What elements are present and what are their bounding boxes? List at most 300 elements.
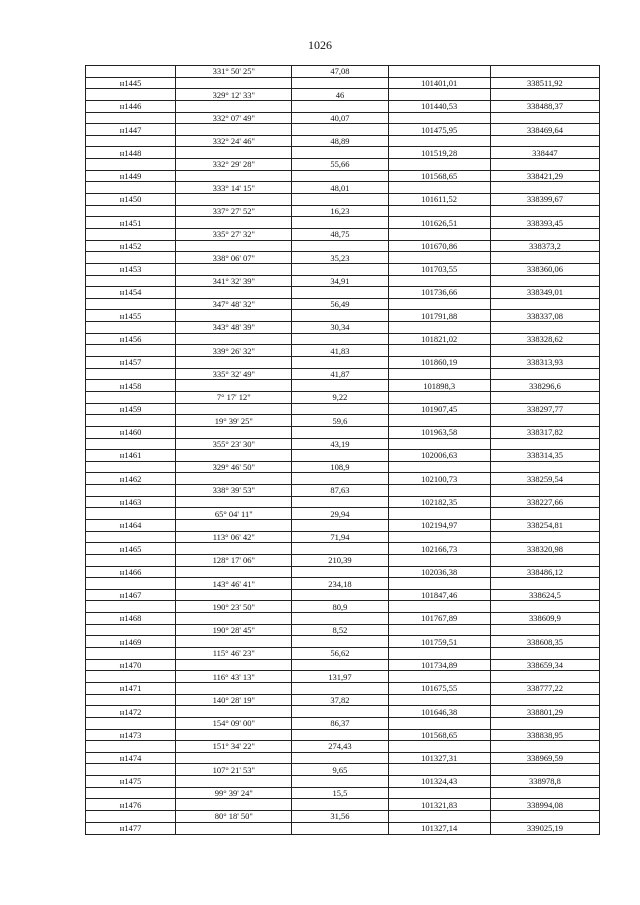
empty-cell [176,263,292,275]
empty-cell [292,403,388,415]
point-y-cell: 338296,6 [490,380,599,392]
segment-row [86,112,600,124]
segment-angle-cell: 333° 14' 15" [176,182,292,194]
empty-cell [490,275,599,287]
point-x-cell: 102194,97 [388,519,490,531]
point-name-cell: н1450 [86,194,176,206]
empty-cell [388,252,490,264]
segment-angle-cell: 113° 06' 42" [176,531,292,543]
empty-cell [176,729,292,741]
segment-row [86,787,600,799]
segment-length-cell: 15,5 [292,787,388,799]
empty-cell [176,450,292,462]
segment-angle-cell: 332° 24' 46" [176,135,292,147]
segment-row [86,764,600,776]
empty-cell [292,682,388,694]
segment-length-cell: 59,6 [292,415,388,427]
point-x-cell: 101519,28 [388,147,490,159]
empty-cell [388,764,490,776]
point-row [86,799,600,811]
empty-cell [176,776,292,788]
segment-row [86,648,600,660]
segment-length-cell: 87,63 [292,485,388,497]
segment-angle-cell: 343° 48' 39" [176,322,292,334]
segment-row [86,741,600,753]
segment-row [86,508,600,520]
empty-cell [292,566,388,578]
segment-angle-cell: 329° 46' 50" [176,461,292,473]
point-row [86,589,600,601]
point-y-cell: 338447 [490,147,599,159]
segment-row [86,275,600,287]
segment-row [86,578,600,590]
point-name-cell: н1468 [86,613,176,625]
point-y-cell: 338254,81 [490,519,599,531]
segment-length-cell: 30,34 [292,322,388,334]
empty-cell [388,66,490,78]
point-row [86,566,600,578]
point-x-cell: 101327,31 [388,752,490,764]
segment-row [86,159,600,171]
segment-angle-cell: 337° 27' 52" [176,205,292,217]
point-name-cell: н1446 [86,100,176,112]
segment-length-cell: 56,62 [292,648,388,660]
point-y-cell: 338659,34 [490,659,599,671]
point-name-cell: н1457 [86,357,176,369]
segment-angle-cell: 190° 28' 45" [176,624,292,636]
point-name-cell: н1466 [86,566,176,578]
point-y-cell: 338297,77 [490,403,599,415]
segment-length-cell: 71,94 [292,531,388,543]
empty-cell [388,205,490,217]
segment-row [86,438,600,450]
empty-cell [490,694,599,706]
segment-length-cell: 56,49 [292,298,388,310]
empty-cell [292,77,388,89]
empty-cell [292,659,388,671]
segment-angle-cell: 338° 06' 07" [176,252,292,264]
empty-cell [490,182,599,194]
empty-cell [490,624,599,636]
segment-angle-cell: 80° 18' 50" [176,811,292,823]
empty-cell [388,694,490,706]
segment-row [86,531,600,543]
point-row [86,310,600,322]
point-y-cell: 338399,67 [490,194,599,206]
segment-length-cell: 131,97 [292,671,388,683]
empty-cell [388,112,490,124]
empty-cell [86,159,176,171]
empty-cell [490,461,599,473]
point-y-cell: 338969,59 [490,752,599,764]
empty-cell [86,89,176,101]
point-name-cell: н1459 [86,403,176,415]
empty-cell [176,752,292,764]
point-row [86,217,600,229]
segment-row [86,391,600,403]
empty-cell [490,508,599,520]
segment-length-cell: 29,94 [292,508,388,520]
point-x-cell: 101759,51 [388,636,490,648]
point-name-cell: н1471 [86,682,176,694]
empty-cell [388,671,490,683]
point-y-cell: 338801,29 [490,706,599,718]
empty-cell [86,205,176,217]
segment-row [86,322,600,334]
segment-angle-cell: 331° 50' 25" [176,66,292,78]
point-row [86,543,600,555]
point-name-cell: н1448 [86,147,176,159]
empty-cell [86,298,176,310]
empty-cell [388,508,490,520]
point-name-cell: н1461 [86,450,176,462]
point-row [86,77,600,89]
point-name-cell: н1451 [86,217,176,229]
empty-cell [86,694,176,706]
point-x-cell: 101324,43 [388,776,490,788]
point-x-cell: 101568,65 [388,170,490,182]
empty-cell [86,648,176,660]
empty-cell [86,741,176,753]
empty-cell [388,485,490,497]
point-name-cell: н1460 [86,426,176,438]
segment-length-cell: 41,87 [292,368,388,380]
segment-length-cell: 108,9 [292,461,388,473]
empty-cell [388,741,490,753]
point-name-cell: н1464 [86,519,176,531]
empty-cell [86,66,176,78]
empty-cell [388,298,490,310]
empty-cell [490,578,599,590]
point-x-cell: 102036,38 [388,566,490,578]
point-y-cell: 338317,82 [490,426,599,438]
point-row [86,333,600,345]
segment-row [86,228,600,240]
point-x-cell: 101475,95 [388,124,490,136]
segment-length-cell: 46 [292,89,388,101]
empty-cell [292,240,388,252]
point-row [86,380,600,392]
point-x-cell: 101791,88 [388,310,490,322]
segment-length-cell: 48,75 [292,228,388,240]
empty-cell [490,66,599,78]
empty-cell [176,217,292,229]
point-y-cell: 338838,95 [490,729,599,741]
point-name-cell: н1475 [86,776,176,788]
empty-cell [86,415,176,427]
segment-length-cell: 40,07 [292,112,388,124]
empty-cell [490,252,599,264]
empty-cell [292,822,388,834]
empty-cell [292,589,388,601]
point-row [86,240,600,252]
segment-angle-cell: 151° 34' 22" [176,741,292,753]
empty-cell [176,613,292,625]
empty-cell [176,124,292,136]
empty-cell [292,496,388,508]
point-row [86,426,600,438]
segment-angle-cell: 140° 28' 19" [176,694,292,706]
empty-cell [388,787,490,799]
empty-cell [388,554,490,566]
point-name-cell: н1453 [86,263,176,275]
point-x-cell: 101736,66 [388,287,490,299]
empty-cell [176,519,292,531]
empty-cell [292,310,388,322]
empty-cell [292,263,388,275]
empty-cell [388,601,490,613]
point-name-cell: н1474 [86,752,176,764]
segment-angle-cell: 128° 17' 06" [176,554,292,566]
empty-cell [292,170,388,182]
coordinates-table [85,65,600,835]
segment-row [86,252,600,264]
point-y-cell: 338488,37 [490,100,599,112]
empty-cell [176,426,292,438]
point-name-cell: н1454 [86,287,176,299]
point-name-cell: н1467 [86,589,176,601]
segment-length-cell: 16,23 [292,205,388,217]
empty-cell [490,205,599,217]
point-x-cell: 101907,45 [388,403,490,415]
point-x-cell: 101646,38 [388,706,490,718]
empty-cell [86,624,176,636]
point-row [86,519,600,531]
segment-length-cell: 34,91 [292,275,388,287]
empty-cell [490,391,599,403]
empty-cell [490,554,599,566]
point-x-cell: 101734,89 [388,659,490,671]
point-name-cell: н1449 [86,170,176,182]
segment-length-cell: 86,37 [292,717,388,729]
empty-cell [292,636,388,648]
point-y-cell: 338994,08 [490,799,599,811]
point-name-cell: н1462 [86,473,176,485]
empty-cell [176,706,292,718]
empty-cell [490,159,599,171]
empty-cell [86,391,176,403]
point-x-cell: 102182,35 [388,496,490,508]
point-y-cell: 338393,45 [490,217,599,229]
point-row [86,263,600,275]
point-row [86,124,600,136]
point-x-cell: 101675,55 [388,682,490,694]
empty-cell [86,438,176,450]
segment-length-cell: 9,65 [292,764,388,776]
point-x-cell: 101898,3 [388,380,490,392]
empty-cell [86,554,176,566]
segment-length-cell: 274,43 [292,741,388,753]
empty-cell [388,159,490,171]
point-name-cell: н1458 [86,380,176,392]
point-row [86,776,600,788]
empty-cell [490,415,599,427]
segment-row [86,461,600,473]
point-x-cell: 101703,55 [388,263,490,275]
empty-cell [176,636,292,648]
point-x-cell: 101963,58 [388,426,490,438]
segment-angle-cell: 332° 29' 28" [176,159,292,171]
point-row [86,147,600,159]
segment-length-cell: 210,39 [292,554,388,566]
point-name-cell: н1445 [86,77,176,89]
point-x-cell: 102166,73 [388,543,490,555]
empty-cell [176,403,292,415]
empty-cell [490,368,599,380]
point-x-cell: 102100,73 [388,473,490,485]
segment-length-cell: 35,23 [292,252,388,264]
empty-cell [176,194,292,206]
empty-cell [176,380,292,392]
segment-length-cell: 31,56 [292,811,388,823]
point-x-cell: 101767,89 [388,613,490,625]
empty-cell [292,450,388,462]
empty-cell [490,648,599,660]
point-row [86,403,600,415]
empty-cell [86,461,176,473]
empty-cell [490,741,599,753]
segment-row [86,554,600,566]
point-x-cell: 101327,14 [388,822,490,834]
segment-angle-cell: 347° 48' 32" [176,298,292,310]
point-x-cell: 101626,51 [388,217,490,229]
empty-cell [490,485,599,497]
point-x-cell: 101860,19 [388,357,490,369]
empty-cell [388,717,490,729]
segment-angle-cell: 107° 21' 53" [176,764,292,776]
empty-cell [388,345,490,357]
segment-angle-cell: 143° 46' 41" [176,578,292,590]
empty-cell [176,100,292,112]
empty-cell [388,275,490,287]
point-name-cell: н1456 [86,333,176,345]
segment-length-cell: 80,9 [292,601,388,613]
segment-row [86,205,600,217]
empty-cell [86,228,176,240]
point-y-cell: 338360,06 [490,263,599,275]
segment-angle-cell: 329° 12' 33" [176,89,292,101]
point-y-cell: 338259,54 [490,473,599,485]
empty-cell [176,240,292,252]
segment-angle-cell: 154° 09' 00" [176,717,292,729]
empty-cell [176,589,292,601]
empty-cell [86,368,176,380]
point-y-cell: 338608,35 [490,636,599,648]
empty-cell [292,357,388,369]
empty-cell [86,811,176,823]
empty-cell [176,310,292,322]
segment-length-cell: 9,22 [292,391,388,403]
empty-cell [292,473,388,485]
segment-angle-cell: 115° 46' 23" [176,648,292,660]
empty-cell [176,77,292,89]
point-x-cell: 101670,86 [388,240,490,252]
point-x-cell: 101568,65 [388,729,490,741]
empty-cell [388,89,490,101]
point-name-cell: н1476 [86,799,176,811]
segment-angle-cell: 190° 23' 50" [176,601,292,613]
point-y-cell: 338314,35 [490,450,599,462]
empty-cell [292,380,388,392]
point-row [86,706,600,718]
segment-row [86,485,600,497]
point-y-cell: 338511,92 [490,77,599,89]
empty-cell [292,519,388,531]
empty-cell [176,287,292,299]
empty-cell [176,496,292,508]
empty-cell [292,426,388,438]
empty-cell [86,787,176,799]
point-y-cell: 338624,5 [490,589,599,601]
segment-row [86,811,600,823]
empty-cell [292,752,388,764]
empty-cell [86,485,176,497]
empty-cell [490,228,599,240]
segment-angle-cell: 341° 32' 39" [176,275,292,287]
empty-cell [490,89,599,101]
point-row [86,636,600,648]
segment-angle-cell: 19° 39' 25" [176,415,292,427]
point-row [86,170,600,182]
segment-angle-cell: 65° 04' 11" [176,508,292,520]
page-number: 1026 [308,38,332,52]
point-name-cell: н1477 [86,822,176,834]
segment-angle-cell: 335° 32' 49" [176,368,292,380]
point-y-cell: 338978,8 [490,776,599,788]
empty-cell [176,170,292,182]
point-row [86,287,600,299]
empty-cell [176,659,292,671]
point-row [86,682,600,694]
point-y-cell: 338373,2 [490,240,599,252]
empty-cell [292,100,388,112]
point-row [86,450,600,462]
point-y-cell: 338421,29 [490,170,599,182]
segment-row [86,89,600,101]
empty-cell [388,415,490,427]
point-name-cell: н1455 [86,310,176,322]
segment-row [86,694,600,706]
empty-cell [490,112,599,124]
point-name-cell: н1465 [86,543,176,555]
empty-cell [86,252,176,264]
point-x-cell: 101401,01 [388,77,490,89]
empty-cell [86,671,176,683]
segment-angle-cell: 355° 23' 30" [176,438,292,450]
empty-cell [176,799,292,811]
point-x-cell: 102006,63 [388,450,490,462]
segment-length-cell: 48,01 [292,182,388,194]
point-row [86,822,600,834]
empty-cell [292,124,388,136]
empty-cell [490,671,599,683]
empty-cell [292,706,388,718]
segment-length-cell: 47,08 [292,66,388,78]
point-row [86,357,600,369]
empty-cell [388,578,490,590]
empty-cell [388,531,490,543]
segment-row [86,66,600,78]
point-y-cell: 338777,22 [490,682,599,694]
segment-row [86,671,600,683]
empty-cell [292,776,388,788]
point-x-cell: 101821,02 [388,333,490,345]
segment-length-cell: 8,52 [292,624,388,636]
empty-cell [490,345,599,357]
segment-row [86,601,600,613]
segment-angle-cell: 7° 17' 12" [176,391,292,403]
empty-cell [86,508,176,520]
